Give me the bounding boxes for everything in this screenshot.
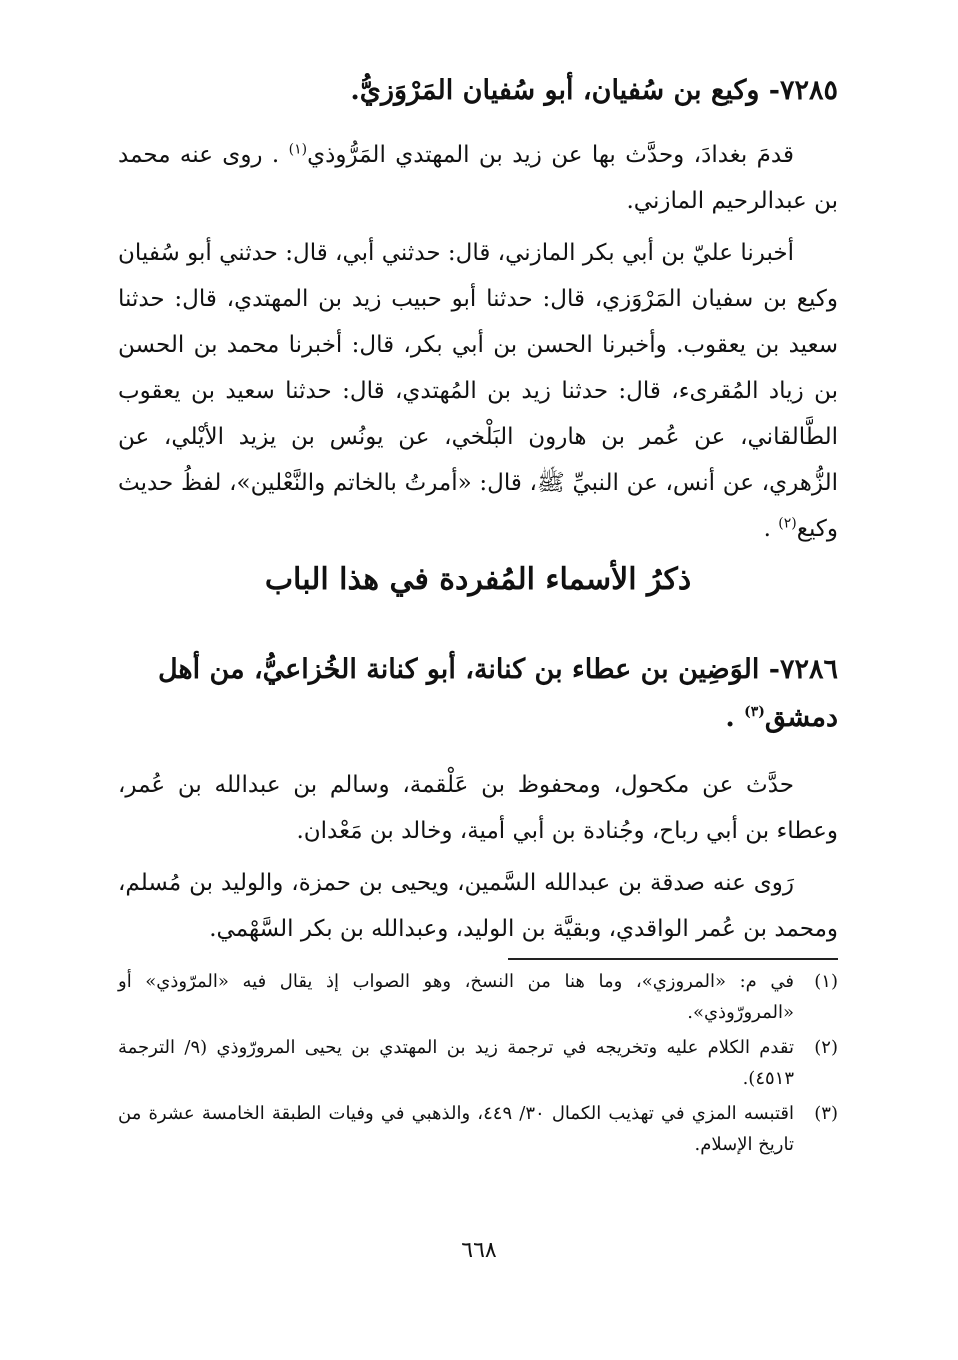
entry-heading-text: ٧٢٨٦- الوَضِين بن عطاء بن كنانة، أبو كنانة الخُزاعيُّ، من أهل دمشق	[157, 654, 838, 733]
entry-7285	[118, 68, 838, 114]
footnote-ref: (٣)	[744, 704, 765, 720]
footnote-ref: (٢)	[778, 515, 797, 532]
footnote-number: (٣)	[814, 1103, 838, 1124]
entry-7286	[118, 646, 838, 742]
paragraph-text: قدمَ بغدادَ، وحدَّث بها عن زيد بن المهتدي المَرُّوذي	[307, 142, 794, 168]
entry-7286-body	[118, 762, 838, 952]
paragraph-text: أخبرنا عليّ بن أبي بكر المازني، قال: حدثني أبي، قال: حدثني أبو سُفيان وكيع بن سفيان المَرْوَزي، قال: حدثنا أبو حبيب زيد بن المهتدي، قال: حدثنا سعيد بن يعقوب. وأخبرنا الحسن بن أبي بكر، قال: أخبرنا محمد بن الحسن بن زياد المُقرىء، قال: حدثنا زيد بن المُهتدي، قال: حدثنا سعيد بن يعقوب الطَّالقاني، عن عُمر بن هارون البَلْخي، عن يونُس بن يزيد الأيْلي، عن الزُّهري، عن أنس، عن النبيِّ ﷺ، قال: «أمرتُ بالخاتم والنَّعْلين»، لفظُ حديث وكيع	[118, 240, 838, 542]
paragraph: رَوى عنه صدقة بن عبدالله السَّمين، ويحيى بن حمزة، والوليد بن مُسلم، ومحمد بن عُمر الواقدي، وبقيَّة بن الوليد، وعبدالله بن بكر السَّهْمي.	[118, 870, 838, 942]
page-number: ٦٦٨	[461, 1238, 497, 1263]
entry-heading	[118, 646, 838, 742]
footnote	[118, 1098, 838, 1160]
footnotes	[118, 966, 838, 1164]
footnote-text: اقتبسه المزي في تهذيب الكمال ٣٠/ ٤٤٩، والذهبي في وفيات الطبقة الخامسة عشرة من تاريخ الإسلام.	[118, 1103, 795, 1155]
paragraph-text: . روى عنه محمد بن عبدالرحيم المازني.	[118, 142, 838, 214]
paragraph-text: .	[763, 516, 779, 542]
paragraph	[118, 230, 838, 552]
entry-7285-body	[118, 132, 838, 552]
footnote-ref: (١)	[288, 141, 308, 158]
footnote-text: تقدم الكلام عليه وتخريجه في ترجمة زيد بن المهتدي بن يحيى المرورّوذي (٩/ الترجمة ٤٥١٣).	[118, 1037, 794, 1089]
entry-heading-text: .	[725, 702, 745, 733]
paragraph: حدَّث عن مكحول، ومحفوظ بن عَلْقمة، وسالم بن عبدالله بن عُمر، وعطاء بن أبي رباح، وجُنادة بن أبي أمية، وخالد بن مَعْدان.	[118, 772, 838, 844]
footnote-number: (٢)	[814, 1037, 838, 1058]
entry-heading: ٧٢٨٥- وكيع بن سُفيان، أبو سُفيان المَرْوَزيُّ.	[350, 75, 838, 106]
footnote	[118, 966, 838, 1028]
footnote-divider	[508, 958, 838, 960]
footnote-text: في م: «المروزي»، وما هنا من النسخ، وهو الصواب إذ يقال فيه «المرّوذي» أو «المرورّوذي».	[118, 971, 794, 1023]
section-heading-wrap	[118, 562, 838, 597]
section-title: ذكرُ الأسماء المُفردة في هذا الباب	[264, 562, 692, 597]
footnote-number: (١)	[814, 971, 838, 992]
footnote	[118, 1032, 838, 1094]
paragraph	[118, 132, 838, 224]
